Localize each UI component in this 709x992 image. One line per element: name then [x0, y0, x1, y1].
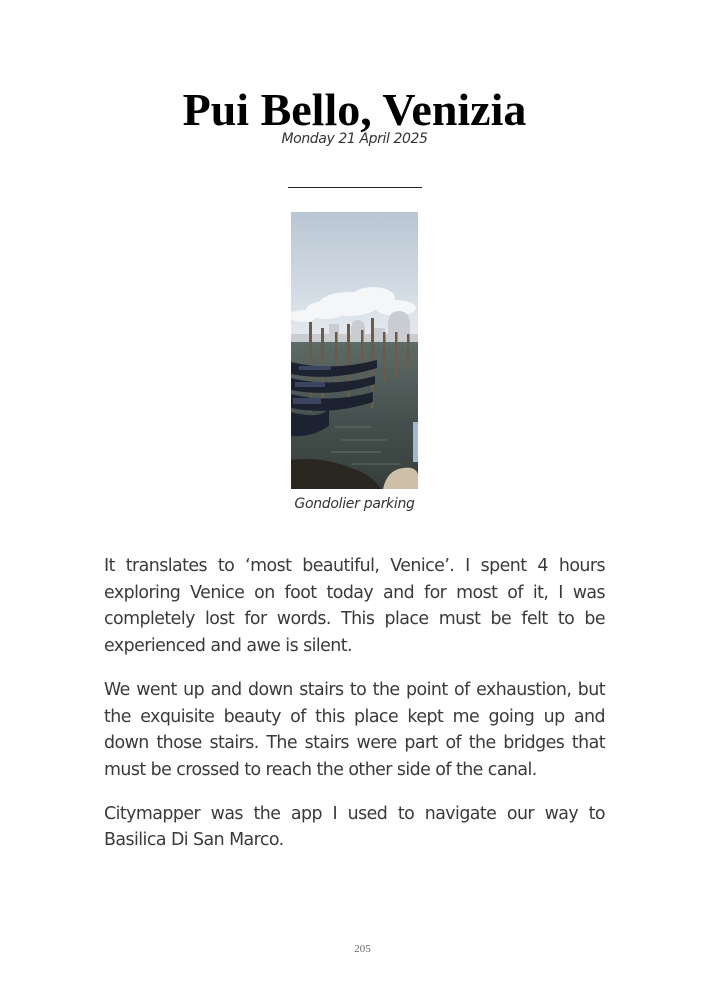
photo-caption: Gondolier parking	[294, 496, 415, 512]
paragraph: We went up and down stairs to the point of exhaustion, but the exquisite beauty of this place kept me going up and down those stairs. The stairs were part of the bridges that must be crossed to reach the other side of the canal.	[104, 679, 605, 780]
paragraph: Citymapper was the app I used to navigate our way to Basilica Di San Marco.	[104, 803, 605, 851]
paragraph: It translates to ‘most beautiful, Venice’. I spent 4 hours exploring Venice on foot today and for most of it, I was completely lost for words. This place must be felt to be experienced and awe is silent.	[104, 556, 605, 657]
body-text	[104, 553, 605, 871]
page-title: Pui Bello, Venizia	[182, 84, 527, 135]
page-number: 205	[354, 943, 371, 955]
entry-date: Monday 21 April 2025	[281, 131, 428, 147]
gondolas-photo	[291, 212, 418, 489]
title-divider	[288, 187, 422, 188]
